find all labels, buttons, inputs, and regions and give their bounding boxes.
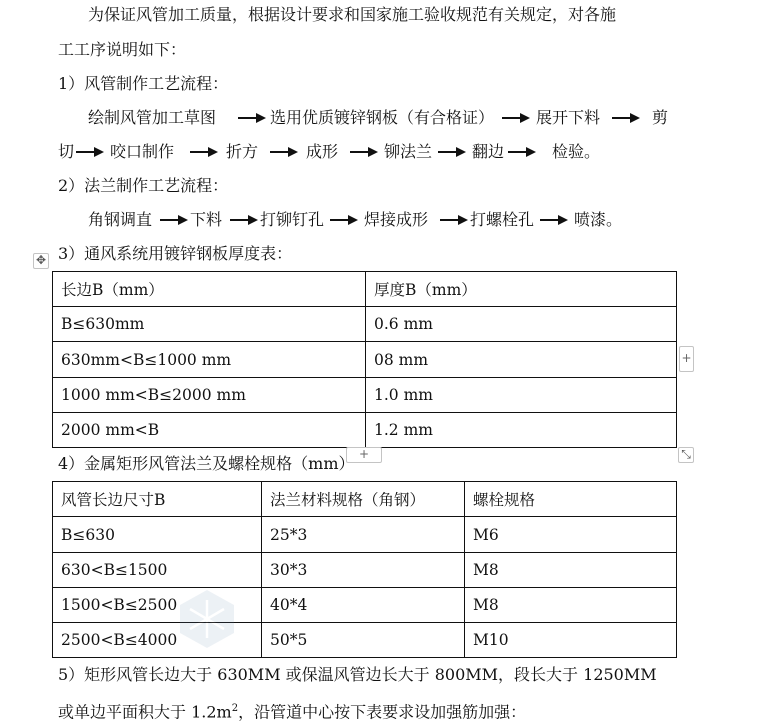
arrow-right-icon (508, 142, 536, 162)
flow-step: 角钢调直 (88, 210, 153, 229)
table-row (53, 588, 677, 623)
add-row-button[interactable]: + (346, 447, 382, 463)
arrow-right-icon (502, 108, 530, 128)
intro-line-2: 工工序说明如下： (58, 40, 187, 59)
table-cell: M8 (465, 553, 677, 588)
arrow-right-icon (330, 210, 358, 230)
table-row (53, 517, 677, 553)
flow-step: 检验。 (552, 142, 601, 161)
section5-line-2 (58, 699, 526, 722)
arrow-right-icon (350, 142, 378, 162)
flow-step: 成形 (306, 142, 339, 161)
arrow-right-icon (76, 142, 104, 162)
table-header-cell: 长边B（mm） (53, 272, 366, 307)
flow-step: 翻边 (472, 142, 505, 161)
arrow-right-icon (160, 210, 188, 230)
table-cell: 1500<B≤2500 (53, 588, 262, 623)
table-cell: 630<B≤1500 (53, 553, 262, 588)
steel-thickness-table (52, 271, 677, 448)
table-header-row (53, 482, 677, 517)
table-header-cell: 法兰材料规格（角钢） (262, 482, 465, 517)
flow-step: 展开下料 (536, 108, 601, 127)
table-cell: 50*5 (262, 623, 465, 658)
table-header-cell: 风管长边尺寸B (53, 482, 262, 517)
table-cell: B≤630mm (53, 307, 366, 342)
table-row (53, 342, 677, 378)
arrow-right-icon (190, 142, 218, 162)
watermark-logo-icon (176, 588, 238, 650)
section5-line-1: 5）矩形风管长边大于 630MM 或保温风管边长大于 800MM，段长大于 1250MM (58, 665, 657, 684)
flow-step: 打铆钉孔 (260, 210, 325, 229)
table-cell: 1.0 mm (366, 378, 677, 413)
flow-step: 绘制风管加工草图 (88, 108, 217, 127)
flow-step: 切 (58, 142, 75, 161)
flow-step: 下料 (190, 210, 223, 229)
flange-bolt-spec-table (52, 481, 677, 658)
table-row (53, 378, 677, 413)
table-header-cell: 螺栓规格 (465, 482, 677, 517)
table-cell: 2500<B≤4000 (53, 623, 262, 658)
table-cell: M10 (465, 623, 677, 658)
table-cell: 630mm<B≤1000 mm (53, 342, 366, 378)
arrow-right-icon (540, 210, 568, 230)
flow-step: 折方 (226, 142, 259, 161)
table-cell: 2000 mm<B (53, 413, 366, 448)
table-cell: M8 (465, 588, 677, 623)
flow-step: 喷漆。 (574, 210, 623, 229)
intro-line-1: 为保证风管加工质量，根据设计要求和国家施工验收规范有关规定，对各施 (88, 5, 617, 24)
superscript-2: 2 (231, 703, 239, 714)
flow-step: 咬口制作 (110, 142, 175, 161)
table-cell: 25*3 (262, 517, 465, 553)
table-row (53, 623, 677, 658)
arrow-right-icon (270, 142, 298, 162)
table-cell: 1.2 mm (366, 413, 677, 448)
table-row (53, 413, 677, 448)
table-cell: B≤630 (53, 517, 262, 553)
table-resize-handle-icon[interactable]: ⤡ (678, 447, 694, 463)
table-cell: 1000 mm<B≤2000 mm (53, 378, 366, 413)
table-cell: 0.6 mm (366, 307, 677, 342)
add-column-button[interactable]: + (679, 346, 694, 372)
section2-heading: 2）法兰制作工艺流程： (58, 176, 229, 195)
table-move-handle-icon[interactable]: ✥ (33, 253, 49, 269)
table-cell: 40*4 (262, 588, 465, 623)
flow-step: 剪 (652, 108, 669, 127)
flow-step: 焊接成形 (364, 210, 429, 229)
section4-heading: 4）金属矩形风管法兰及螺栓规格（mm） (58, 454, 355, 473)
section5-line-2-tail: ，沿管道中心按下表要求设加强筋加强： (238, 702, 527, 722)
flow-step: 铆法兰 (384, 142, 433, 161)
arrow-right-icon (230, 210, 258, 230)
arrow-right-icon (440, 210, 468, 230)
arrow-right-icon (612, 108, 640, 128)
flow-step: 选用优质镀锌钢板（有合格证） (270, 108, 495, 127)
table-cell: 08 mm (366, 342, 677, 378)
table-header-cell: 厚度B（mm） (366, 272, 677, 307)
table-row (53, 307, 677, 342)
table-cell: 30*3 (262, 553, 465, 588)
section1-heading: 1）风管制作工艺流程： (58, 74, 229, 93)
table-row (53, 553, 677, 588)
table-header-row (53, 272, 677, 307)
arrow-right-icon (438, 142, 466, 162)
section3-heading: 3）通风系统用镀锌钢板厚度表： (58, 244, 293, 263)
table-cell: M6 (465, 517, 677, 553)
arrow-right-icon (238, 108, 266, 128)
section5-line-2-text: 或单边平面积大于 1.2m (58, 702, 232, 722)
flow-step: 打螺栓孔 (470, 210, 535, 229)
